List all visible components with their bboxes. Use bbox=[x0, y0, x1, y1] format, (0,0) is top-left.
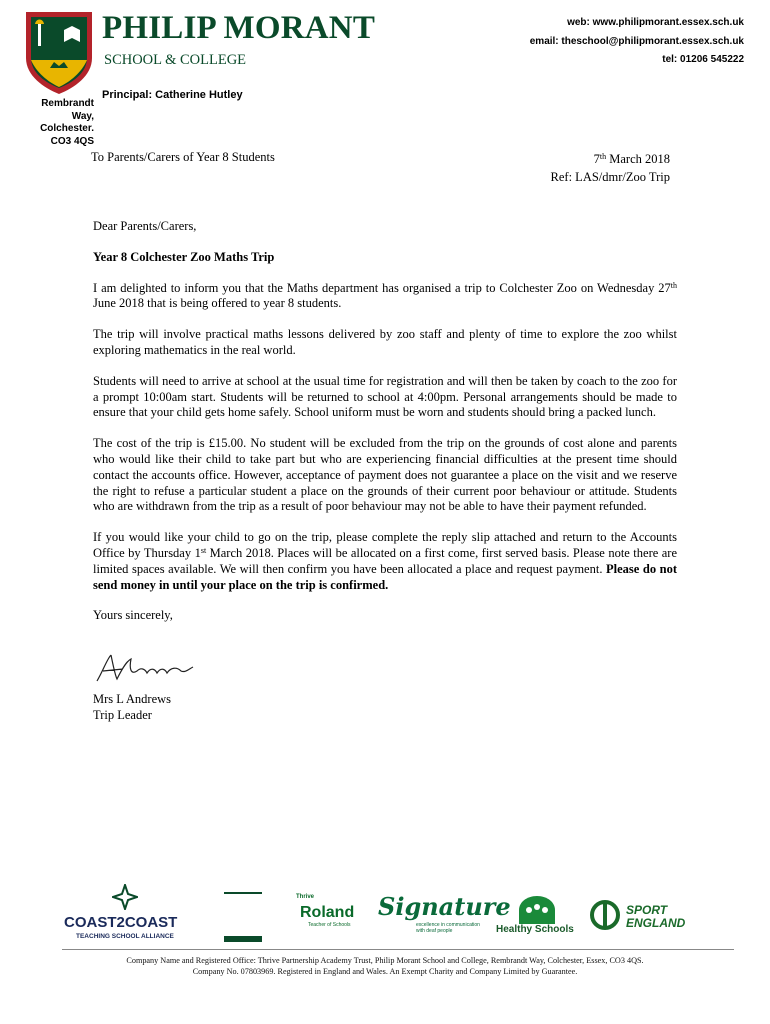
address-line: Rembrandt Way, bbox=[41, 98, 94, 122]
footer-divider bbox=[62, 949, 734, 950]
partner-logo-faint bbox=[224, 892, 262, 942]
healthy-schools-logo: Healthy Schools bbox=[496, 924, 574, 935]
sport-england-logo: SPORT ENGLAND bbox=[626, 903, 686, 930]
closing: Yours sincerely, bbox=[93, 608, 173, 623]
healthy-schools-icon bbox=[517, 894, 557, 924]
roland-subtitle: Teacher of Schools bbox=[308, 922, 351, 928]
paragraph: If you would like your child to go on the trip, please complete the reply slip attached and return to the Accounts Office by Thursday 1st March 2018. Places will be allocated on a first come, first served basis. Please note there are limited spaces available. We will then confirm you have been allocated a place and request payment. Please do not send money in until your place on the trip is confirmed. bbox=[93, 530, 678, 592]
signatory-role: Trip Leader bbox=[93, 708, 152, 722]
paragraph: The trip will involve practical maths lessons delivered by zoo staff and plenty of time to explore the zoo whilst exploring mathematics in the real world. bbox=[93, 327, 677, 357]
footer bbox=[40, 955, 730, 977]
paragraph: I am delighted to inform you that the Maths department has organised a trip to Colchester Zoo on Wednesday 27th June 2018 that is being offered to year 8 students. bbox=[93, 280, 677, 311]
website-link[interactable]: web: www.philipmorant.essex.sch.uk bbox=[567, 17, 744, 28]
coast2coast-logo: COAST2COAST bbox=[64, 914, 178, 931]
telephone: tel: 01206 545222 bbox=[662, 54, 744, 65]
school-subtitle: SCHOOL & COLLEGE bbox=[104, 52, 247, 68]
school-crest-logo bbox=[24, 10, 94, 96]
signature-image bbox=[93, 651, 197, 685]
sport-england-icon bbox=[590, 900, 620, 930]
subject-line: Year 8 Colchester Zoo Maths Trip bbox=[93, 249, 275, 264]
signature-logo-subtitle: excellence in communication with deaf people bbox=[416, 922, 480, 934]
principal-name: Principal: Catherine Hutley bbox=[102, 89, 243, 101]
signatory-name: Mrs L Andrews bbox=[93, 692, 172, 706]
footer-line: Company No. 07803969. Registered in England and Wales. An Exempt Charity and Company Limited by Guarantee. bbox=[192, 967, 578, 976]
email-link[interactable]: email: theschool@philipmorant.essex.sch.uk bbox=[529, 35, 744, 47]
recipient-line: To Parents/Carers of Year 8 Students bbox=[91, 150, 275, 164]
footer-line: Company Name and Registered Office: Thrive Partnership Academy Trust, Philip Morant School and College, Rembrandt Way, Colchester, Essex, CO3 4QS. bbox=[126, 956, 644, 965]
letter-body bbox=[93, 219, 677, 639]
contact-details bbox=[530, 14, 744, 70]
salutation: Dear Parents/Carers, bbox=[93, 219, 197, 233]
paragraph: The cost of the trip is £15.00. No student will be excluded from the trip on the grounds of cost alone and parents who would like their child to take part but who are experiencing financial difficulties at the present time should contact the accounts office. However, acceptance of payment does not guarantee a place on the visit and we reserve the right to refuse a particular student a place on the grounds of their current poor behaviour or attitude. Students who are withdrawn from the trip as a result of poor behaviour may not be able to have their payment refunded. bbox=[93, 436, 677, 514]
accreditation-logos bbox=[62, 880, 712, 944]
signatory bbox=[93, 691, 171, 723]
coast2coast-subtitle: TEACHING SCHOOL ALLIANCE bbox=[76, 933, 174, 940]
school-name: PHILIP MORANT bbox=[102, 10, 376, 46]
address-line: Colchester. bbox=[40, 123, 94, 134]
paragraph: Students will need to arrive at school at the usual time for registration and will then be taken by coach to the zoo for a prompt 10:00am start. Students will be returned to school at 4:00pm. Personal arrangements should be made to ensure that your child gets home safely. School uniform must be worn and students should bring a packed lunch. bbox=[93, 373, 677, 420]
address-line: CO3 4QS bbox=[50, 135, 94, 147]
date-block bbox=[551, 150, 670, 186]
compass-icon bbox=[112, 884, 138, 910]
reference: Ref: LAS/dmr/Zoo Trip bbox=[550, 170, 670, 184]
signature-logo: Signature bbox=[378, 892, 511, 921]
school-address bbox=[18, 98, 94, 148]
roland-logo: Roland bbox=[300, 904, 355, 921]
letter-date: 7th March 2018 bbox=[593, 152, 670, 166]
thrive-label: Thrive bbox=[296, 894, 315, 900]
